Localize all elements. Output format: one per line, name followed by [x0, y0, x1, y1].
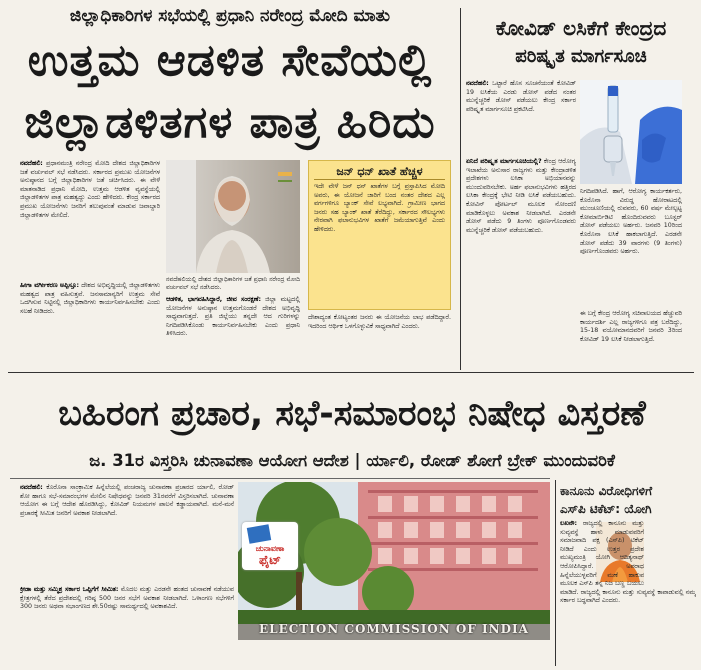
modi-photo-caption: ನವದೆಹಲಿಯಲ್ಲಿ ದೇಶದ ಜಿಲ್ಲಾಧಿಕಾರಿಗಳ ಜತೆ ಪ್ರಧಾನಿ ನರೇಂದ್ರ ಮೋದಿ ವರ್ಚುವಲ್ ಸಭೆ ನಡೆಸಿದರು. [166, 276, 300, 291]
modi-photo [166, 160, 300, 273]
covid-body-right: ನಿಗದಿಪಡಿಸಿದೆ. ಹಾಗೆ, ಆರೋಗ್ಯ ಕಾರ್ಯಕರ್ತರು, ಕೊರೊನಾ ವಿರುದ್ಧ ಹೋರಾಟದಲ್ಲಿ ಮುಂಚೂಣಿಯಲ್ಲಿ ರುವವರು, 60 ವರ್ಷ ಮೇಲ್ಪಟ್ಟ ಕೋಮಾರ್ಬಿಡಿಟಿ ಹೊಂದಿರುವವರು ಬೂಸ್ಟರ್ ಡೋಸ್ ಪಡೆಯಲು ಅರ್ಹರು. ಜನವರಿ 10ರಿಂದ ಕೊರೊನಾ ಲಸಿಕೆ ಹಾಕಲಾಗುತ್ತಿದೆ. ಎರಡನೇ ಡೋಸ್ ಪಡೆದು 39 ವಾರಗಳು (9 ತಿಂಗಳು) ಪೂರ್ಣಗೊಂಡವರು ಅರ್ಹರು. [580, 188, 682, 256]
election-body2 [20, 586, 234, 664]
top-story-headline-line2: ಜಿಲ್ಲಾಡಳಿತಗಳ ಪಾತ್ರ ಹಿರಿದು [24, 97, 436, 148]
election-body-text: ಕೊರೊನಾ ಸಾಂಕ್ರಾಮಿಕ ಹಿನ್ನೆಲೆಯಲ್ಲಿ ಪಂಚರಾಜ್ಯ ಚುನಾವಣಾ ಪ್ರಚಾರದ ರ್ಯಾಲಿ, ರೋಡ್ ಶೋ ಹಾಗೂ ಸಭೆ-ಸಮಾರಂಭಗಳ ಮೇಲಿನ ನಿಷೇಧವನ್ನು ಜನವರಿ 31ರವರೆಗೆ ವಿಸ್ತರಿಸಲಾಗಿದೆ. ಚುನಾವಣಾ ಆಯೋಗ ಈ ಬಗ್ಗೆ ಆದೇಶ ಹೊರಡಿಸಿದ್ದು, ಕೋವಿಡ್ ನಿಯಮಗಳ ಪಾಲನೆ ಕಡ್ಡಾಯವಾಗಿದೆ. ಮನೆ-ಮನೆ ಪ್ರಚಾರಕ್ಕೆ ಸೀಮಿತ ಜನರಿಗೆ ಅವಕಾಶ ನೀಡಲಾಗಿದೆ. [20, 484, 234, 517]
election-yogi-divider [555, 480, 556, 666]
covid-dateline: ನವದೆಹಲಿ: [466, 80, 489, 87]
yogi-body-text: ರಾಜ್ಯದಲ್ಲಿ ಕಾನೂನು ಮತ್ತು ಸುವ್ಯವಸ್ಥೆ ಹಾಳು ಮಾಡುವವರಿಗೆ ಸಮಾಜವಾದಿ ಪಕ್ಷ (ಎಸ್‌ಪಿ) ಟಿಕೆಟ್ ನೀಡಿದೆ ಎಂದು ಉತ್ತರ ಪ್ರದೇಶ ಮುಖ್ಯಮಂತ್ರಿ ಯೋಗಿ ಆದಿತ್ಯನಾಥ್ ಆರೋಪಿಸಿದ್ದಾರೆ. ಅಪರಾಧ ಹಿನ್ನೆಲೆಯುಳ್ಳವರಿಗೆ ಮಣೆ ಹಾಕುವ ಮೂಲಕ ಎಸ್‌ಪಿ ತನ್ನ ನಿಜ ಬಣ್ಣ ಬಯಲು ಮಾಡಿದೆ. ರಾಜ್ಯದಲ್ಲಿ ಕಾನೂನು ಮತ್ತು ಸುವ್ಯವಸ್ಥೆ ಕಾಪಾಡುವಲ್ಲಿ ನಮ್ಮ ಸರ್ಕಾರ ಬದ್ಧವಾಗಿದೆ ಎಂದರು. [560, 520, 696, 605]
election-subheadline: ಜ. 31ರ ವಿಸ್ತರಿಸಿ ಚುನಾವಣಾ ಆಯೋಗ ಆದೇಶ | ರ್ಯಾಲಿ, ರೋಡ್ ಶೋಗೆ ಬ್ರೇಕ್ ಮುಂದುವರಿಕೆ [89, 451, 615, 470]
election-fight-badge-line1: ಚುನಾವಣಾ [255, 544, 285, 553]
yogi-dateline: ಲಖನೌ: [560, 520, 578, 527]
election-subhead: ಕ್ರೀಡಾ ಮತ್ತು ಸಮ್ಮಿಶ್ರ ಸರ್ಕಾರ ಒಪ್ಪಿಗೆಗೆ ಸೀಮಿತ: [20, 586, 119, 593]
top-story-dateline: ನವದೆಹಲಿ: [20, 160, 43, 167]
top-story-body-col1b-text: ದೇಶದ ಅಭಿವೃದ್ಧಿಯಲ್ಲಿ ಜಿಲ್ಲಾಡಳಿತಗಳು ಮಹತ್ವದ ಪಾತ್ರ ವಹಿಸುತ್ತವೆ. ಜನಸಾಮಾನ್ಯರಿಗೆ ಉತ್ತಮ ಸೇವೆ ಒದಗಿಸುವ ನಿಟ್ಟಿನಲ್ಲಿ ಜಿಲ್ಲಾಧಿಕಾರಿಗಳು ಕಾರ್ಯನಿರ್ವಹಿಸಬೇಕು ಎಂದು ಸಲಹೆ ನೀಡಿದರು. [20, 282, 160, 315]
election-body [20, 484, 234, 584]
yogi-body [560, 520, 696, 664]
election-body2-text: ಮೊದಲ ಮತ್ತು ಎರಡನೇ ಹಂತದ ಚುನಾವಣೆ ನಡೆಯುವ ಕ್ಷೇತ್ರಗಳಲ್ಲಿ ತೆರೆದ ಪ್ರದೇಶದಲ್ಲಿ ಗರಿಷ್ಠ 500 ಜನರ ಸಭೆಗೆ ಅವಕಾಶ ನೀಡಲಾಗಿದೆ. ಒಳಾಂಗಣ ಸಭೆಗಳಿಗೆ 300 ಜನರು ಅಥವಾ ಸಭಾಂಗಣದ ಶೇ.50ರಷ್ಟು ಸಾಮರ್ಥ್ಯದಲ್ಲಿ ಅವಕಾಶವಿದೆ. [20, 586, 234, 611]
top-story-body-col1b [20, 282, 160, 368]
top-story-body-col2 [166, 296, 300, 368]
modi-photo-art [166, 160, 300, 273]
top-story-subhead2: ಆಡಳಿತ, ಭಾಗವಹಿಸಿದ್ದಾರೆ, ಜೀವ ಸಂರಕ್ಷಣೆ: [166, 296, 261, 303]
covid-body-main [466, 158, 576, 368]
jan-dhan-continued: ದೇಶಾದ್ಯಂತ ಕೋಟ್ಯಂತರ ಜನರು ಈ ಯೋಜನೆಯ ಲಾಭ ಪಡೆದಿದ್ದಾರೆ. ಇದರಿಂದ ಆರ್ಥಿಕ ಒಳಗೊಳ್ಳುವಿಕೆ ಸಾಧ್ಯವಾಗಿದೆ ಎಂದರು. [308, 314, 451, 330]
election-commission-sign: ELECTION COMMISSION OF INDIA [259, 622, 529, 636]
jan-dhan-title: ಜನ್ ಧನ್ ಖಾತೆ ಹೆಚ್ಚಳ [314, 165, 445, 180]
covid-headline-line1: ಕೋವಿಡ್ ಲಸಿಕೆಗೆ ಕೇಂದ್ರದ [495, 16, 667, 40]
covid-body-bottom: ಈ ಬಗ್ಗೆ ಕೇಂದ್ರ ಆರೋಗ್ಯ ಸಚಿವಾಲಯದ ಹೆಚ್ಚುವರಿ ಕಾರ್ಯದರ್ಶಿ ಎಲ್ಲ ರಾಜ್ಯಗಳಿಗೂ ಪತ್ರ ಬರೆದಿದ್ದು, 15-18 ವಯೋಮಾನದವರಿಗೆ ಜನವರಿ 3ರಿಂದ ಕೋವಿಡ್ 19 ಲಸಿಕೆ ನೀಡಲಾಗುತ್ತಿದೆ. [580, 310, 682, 343]
vaccine-photo-art [580, 80, 682, 184]
election-fight-badge [242, 522, 298, 570]
election-subhead-rule [10, 478, 550, 479]
yogi-photo-spacer [644, 520, 696, 586]
column-divider [460, 8, 461, 370]
top-story-body-col1-text: ಪ್ರಧಾನಮಂತ್ರಿ ನರೇಂದ್ರ ಮೋದಿ ದೇಶದ ಜಿಲ್ಲಾಧಿಕಾರಿಗಳ ಜತೆ ವರ್ಚುವಲ್ ಸಭೆ ನಡೆಸಿದರು. ಸರ್ಕಾರದ ಪ್ರಮುಖ ಯೋಜನೆಗಳ ಅನುಷ್ಠಾನದ ಬಗ್ಗೆ ಜಿಲ್ಲಾಧಿಕಾರಿಗಳ ಜತೆ ಚರ್ಚಿಸಿದರು. ಈ ವೇಳೆ ಮಾತನಾಡಿದ ಪ್ರಧಾನಿ ಮೋದಿ, ಉತ್ತಮ ಆಡಳಿತ ವ್ಯವಸ್ಥೆಯಲ್ಲಿ ಜಿಲ್ಲಾಡಳಿತಗಳ ಪಾತ್ರ ಮಹತ್ವದ್ದು ಎಂದು ಹೇಳಿದರು. ಕೇಂದ್ರ ಸರ್ಕಾರದ ಪ್ರಮುಖ ಯೋಜನೆಗಳು ಜನರಿಗೆ ತಲುಪುವಂತೆ ಮಾಡುವ ಜವಾಬ್ದಾರಿ ಜಿಲ್ಲಾಡಳಿತಗಳ ಮೇಲಿದೆ. [20, 160, 160, 219]
vaccine-photo [580, 80, 682, 184]
top-story-kicker: ಜಿಲ್ಲಾಧಿಕಾರಿಗಳ ಸಭೆಯಲ್ಲಿ ಪ್ರಧಾನಿ ನರೇಂದ್ರ ಮೋದಿ ಮಾತು [69, 6, 391, 26]
covid-body-top-text: ಒಟ್ಟಾರೆ ಹೊಸ ಸೂಚನೆಯಂತೆ ಕೋವಿಡ್ 19 ಲಸಿಕೆಯ ಎರಡು ಡೋಸ್ ಪಡೆದ ನಂತರ ಮುನ್ನೆಚ್ಚರಿಕೆ ಡೋಸ್ ಪಡೆಯಲು ಕೇಂದ್ರ ಸರ್ಕಾರ ಪರಿಷ್ಕೃತ ಮಾರ್ಗಸೂಚಿ ಪ್ರಕಟಿಸಿದೆ. [466, 80, 576, 113]
jan-dhan-box [308, 160, 451, 310]
election-dateline: ನವದೆಹಲಿ: [20, 484, 43, 491]
election-commission-photo [238, 482, 550, 640]
yogi-headline-line1: ಕಾನೂನು ವಿರೋಧಿಗಳಿಗೆ [560, 484, 653, 498]
covid-subhead: ಏನಿದೆ ಪರಿಷ್ಕೃತ ಮಾರ್ಗಸೂಚಿಯಲ್ಲಿ? [466, 158, 542, 165]
covid-body-main-text: ಕೇಂದ್ರ ಆರೋಗ್ಯ ಇಲಾಖೆಯ ಅನುಸಾರ ರಾಜ್ಯಗಳು ಮತ್ತು ಕೇಂದ್ರಾಡಳಿತ ಪ್ರದೇಶಗಳು ಲಸಿಕಾ ಅಭಿಯಾನವನ್ನು ಮುಂದುವರಿಸಬೇಕು. ಅರ್ಹ ಫಲಾನುಭವಿಗಳು ಹತ್ತಿರದ ಲಸಿಕಾ ಕೇಂದ್ರಕ್ಕೆ ಭೇಟಿ ನೀಡಿ ಲಸಿಕೆ ಪಡೆಯಬಹುದು. ಕೋವಿನ್ ಪೋರ್ಟಲ್ ಮೂಲಕ ನೋಂದಣಿ ಮಾಡಿಕೊಳ್ಳಲು ಅವಕಾಶ ನೀಡಲಾಗಿದೆ. ಎರಡನೇ ಡೋಸ್ ಪಡೆದು 9 ತಿಂಗಳು ಪೂರ್ಣಗೊಂಡವರು ಮುನ್ನೆಚ್ಚರಿಕೆ ಡೋಸ್ ಪಡೆಯಬಹುದು. [466, 158, 576, 234]
yogi-headline-line2: ಎಸ್‌ಪಿ ಟಿಕೆಟ್: ಯೋಗಿ [560, 502, 652, 516]
covid-body-top [466, 80, 576, 156]
top-story-subhead1: ಹೀಗಾ ವರ್ಗೀಕರಣ ಅಪ್ಪಿಸ್ತೂ: [20, 282, 79, 289]
election-fight-badge-line2: ಫೈಟ್ [259, 553, 281, 567]
top-story-body-col1 [20, 160, 160, 280]
section-divider [8, 372, 694, 373]
jan-dhan-body: ಇದೇ ವೇಳೆ ಜನ್ ಧನ್ ಖಾತೆಗಳ ಬಗ್ಗೆ ಪ್ರಸ್ತಾಪಿಸಿದ ಮೋದಿ ಅವರು, ಈ ಯೋಜನೆ ಜಾರಿಗೆ ಬಂದ ನಂತರ ದೇಶದ ಎಲ್ಲ ವರ್ಗಗಳಿಗೂ ಬ್ಯಾಂಕ್ ಸೇವೆ ಲಭ್ಯವಾಗಿದೆ. ಗ್ರಾಮೀಣ ಭಾಗದ ಜನರು ಸಹ ಬ್ಯಾಂಕ್ ಖಾತೆ ತೆರೆದಿದ್ದು, ಸರ್ಕಾರದ ಸೌಲಭ್ಯಗಳು ನೇರವಾಗಿ ಫಲಾನುಭವಿಗಳ ಖಾತೆಗೆ ಜಮೆಯಾಗುತ್ತಿವೆ ಎಂದು ಹೇಳಿದರು. [314, 183, 445, 233]
covid-headline-line2: ಪರಿಷ್ಕೃತ ಮಾರ್ಗಸೂಚಿ [515, 46, 647, 67]
top-story-body-col2-text: ಜಿಲ್ಲಾ ಮಟ್ಟದಲ್ಲಿ ಯೋಜನೆಗಳ ಅನುಷ್ಠಾನ ಉತ್ತಮಗೊಂಡರೆ ದೇಶದ ಅಭಿವೃದ್ಧಿ ಸಾಧ್ಯವಾಗುತ್ತದೆ. ಪ್ರತಿ ಜಿಲ್ಲೆಯು ತನ್ನದೇ ಆದ ಗುರಿಗಳನ್ನು ನಿಗದಿಪಡಿಸಿಕೊಂಡು ಕಾರ್ಯನಿರ್ವಹಿಸಬೇಕು ಎಂದು ಪ್ರಧಾನಿ ತಿಳಿಸಿದರು. [166, 296, 300, 338]
top-story-headline-line1: ಉತ್ತಮ ಆಡಳಿತ ಸೇವೆಯಲ್ಲಿ [27, 35, 433, 86]
ballot-icon [247, 524, 271, 544]
election-headline: ಬಹಿರಂಗ ಪ್ರಚಾರ, ಸಭೆ-ಸಮಾರಂಭ ನಿಷೇಧ ವಿಸ್ತರಣೆ [58, 394, 646, 434]
